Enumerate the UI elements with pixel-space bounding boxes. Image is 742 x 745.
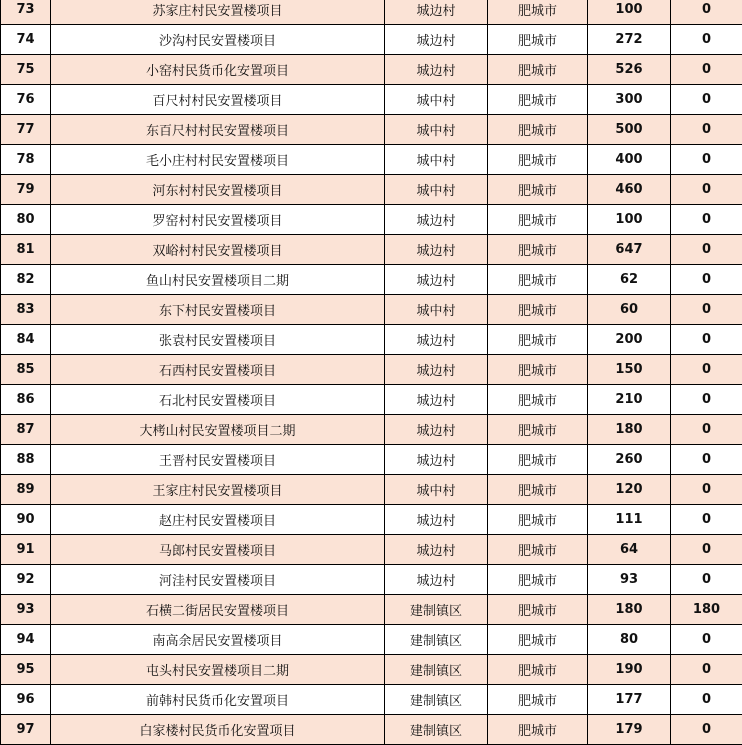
row-number-cell: 96 (1, 685, 51, 715)
completed-count-cell: 0 (671, 205, 742, 235)
row-number-cell: 94 (1, 625, 51, 655)
completed-count-cell: 0 (671, 415, 742, 445)
table-row (1, 475, 742, 505)
household-count-cell: 647 (588, 235, 671, 265)
table-row (1, 595, 742, 625)
project-name-cell: 东下村民安置楼项目 (51, 295, 385, 325)
household-count-cell: 150 (588, 355, 671, 385)
project-name-cell: 小窑村民货币化安置项目 (51, 55, 385, 85)
table-row (1, 385, 742, 415)
table-row (1, 25, 742, 55)
row-number-cell: 78 (1, 145, 51, 175)
city-cell: 肥城市 (488, 205, 588, 235)
household-count-cell: 400 (588, 145, 671, 175)
project-name-cell: 双峪村村民安置楼项目 (51, 235, 385, 265)
project-name-cell: 张袁村民安置楼项目 (51, 325, 385, 355)
table-row (1, 85, 742, 115)
village-type-cell: 建制镇区 (385, 685, 488, 715)
table-row (1, 565, 742, 595)
completed-count-cell: 0 (671, 25, 742, 55)
household-count-cell: 190 (588, 655, 671, 685)
city-cell: 肥城市 (488, 0, 588, 25)
project-name-cell: 河洼村民安置楼项目 (51, 565, 385, 595)
table-row (1, 0, 742, 25)
completed-count-cell: 0 (671, 145, 742, 175)
village-type-cell: 城边村 (385, 25, 488, 55)
village-type-cell: 城边村 (385, 205, 488, 235)
table-row (1, 505, 742, 535)
city-cell: 肥城市 (488, 265, 588, 295)
row-number-cell: 85 (1, 355, 51, 385)
household-count-cell: 500 (588, 115, 671, 145)
row-number-cell: 91 (1, 535, 51, 565)
row-number-cell: 80 (1, 205, 51, 235)
project-name-cell: 前韩村民货币化安置项目 (51, 685, 385, 715)
row-number-cell: 82 (1, 265, 51, 295)
row-number-cell: 92 (1, 565, 51, 595)
project-name-cell: 东百尺村村民安置楼项目 (51, 115, 385, 145)
completed-count-cell: 0 (671, 55, 742, 85)
village-type-cell: 建制镇区 (385, 715, 488, 745)
table-row (1, 655, 742, 685)
project-name-cell: 鱼山村民安置楼项目二期 (51, 265, 385, 295)
row-number-cell: 84 (1, 325, 51, 355)
row-number-cell: 87 (1, 415, 51, 445)
household-count-cell: 180 (588, 595, 671, 625)
village-type-cell: 城中村 (385, 175, 488, 205)
row-number-cell: 95 (1, 655, 51, 685)
completed-count-cell: 0 (671, 115, 742, 145)
village-type-cell: 城边村 (385, 505, 488, 535)
completed-count-cell: 0 (671, 385, 742, 415)
city-cell: 肥城市 (488, 295, 588, 325)
completed-count-cell: 180 (671, 595, 742, 625)
table-row (1, 715, 742, 745)
city-cell: 肥城市 (488, 385, 588, 415)
table-body (1, 0, 742, 745)
village-type-cell: 城边村 (385, 0, 488, 25)
project-name-cell: 罗窑村村民安置楼项目 (51, 205, 385, 235)
city-cell: 肥城市 (488, 505, 588, 535)
household-count-cell: 272 (588, 25, 671, 55)
row-number-cell: 90 (1, 505, 51, 535)
completed-count-cell: 0 (671, 175, 742, 205)
project-name-cell: 沙沟村民安置楼项目 (51, 25, 385, 55)
city-cell: 肥城市 (488, 655, 588, 685)
completed-count-cell: 0 (671, 295, 742, 325)
project-name-cell: 南高余居民安置楼项目 (51, 625, 385, 655)
completed-count-cell: 0 (671, 235, 742, 265)
city-cell: 肥城市 (488, 715, 588, 745)
completed-count-cell: 0 (671, 325, 742, 355)
household-count-cell: 60 (588, 295, 671, 325)
completed-count-cell: 0 (671, 685, 742, 715)
row-number-cell: 81 (1, 235, 51, 265)
village-type-cell: 城边村 (385, 565, 488, 595)
completed-count-cell: 0 (671, 655, 742, 685)
completed-count-cell: 0 (671, 85, 742, 115)
row-number-cell: 77 (1, 115, 51, 145)
row-number-cell: 93 (1, 595, 51, 625)
village-type-cell: 建制镇区 (385, 655, 488, 685)
city-cell: 肥城市 (488, 55, 588, 85)
completed-count-cell: 0 (671, 715, 742, 745)
village-type-cell: 城边村 (385, 265, 488, 295)
household-count-cell: 100 (588, 205, 671, 235)
village-type-cell: 建制镇区 (385, 595, 488, 625)
project-name-cell: 白家楼村民货币化安置项目 (51, 715, 385, 745)
city-cell: 肥城市 (488, 475, 588, 505)
project-name-cell: 苏家庄村民安置楼项目 (51, 0, 385, 25)
completed-count-cell: 0 (671, 565, 742, 595)
city-cell: 肥城市 (488, 325, 588, 355)
project-name-cell: 屯头村民安置楼项目二期 (51, 655, 385, 685)
project-name-cell: 石西村民安置楼项目 (51, 355, 385, 385)
city-cell: 肥城市 (488, 85, 588, 115)
household-count-cell: 62 (588, 265, 671, 295)
row-number-cell: 97 (1, 715, 51, 745)
city-cell: 肥城市 (488, 685, 588, 715)
table-row (1, 145, 742, 175)
project-name-cell: 河东村村民安置楼项目 (51, 175, 385, 205)
completed-count-cell: 0 (671, 505, 742, 535)
household-count-cell: 200 (588, 325, 671, 355)
row-number-cell: 74 (1, 25, 51, 55)
table-row (1, 115, 742, 145)
household-count-cell: 93 (588, 565, 671, 595)
table-row (1, 355, 742, 385)
household-count-cell: 460 (588, 175, 671, 205)
project-name-cell: 大栲山村民安置楼项目二期 (51, 415, 385, 445)
household-count-cell: 260 (588, 445, 671, 475)
village-type-cell: 城边村 (385, 355, 488, 385)
village-type-cell: 城中村 (385, 475, 488, 505)
village-type-cell: 城边村 (385, 445, 488, 475)
project-name-cell: 百尺村村民安置楼项目 (51, 85, 385, 115)
village-type-cell: 建制镇区 (385, 625, 488, 655)
row-number-cell: 86 (1, 385, 51, 415)
city-cell: 肥城市 (488, 175, 588, 205)
row-number-cell: 76 (1, 85, 51, 115)
project-name-cell: 王晋村民安置楼项目 (51, 445, 385, 475)
village-type-cell: 城边村 (385, 385, 488, 415)
village-type-cell: 城中村 (385, 295, 488, 325)
village-type-cell: 城边村 (385, 535, 488, 565)
completed-count-cell: 0 (671, 0, 742, 25)
row-number-cell: 73 (1, 0, 51, 25)
table-row (1, 445, 742, 475)
table-row (1, 235, 742, 265)
household-count-cell: 111 (588, 505, 671, 535)
village-type-cell: 城边村 (385, 55, 488, 85)
city-cell: 肥城市 (488, 145, 588, 175)
village-type-cell: 城中村 (385, 115, 488, 145)
table-row (1, 205, 742, 235)
row-number-cell: 79 (1, 175, 51, 205)
row-number-cell: 75 (1, 55, 51, 85)
project-name-cell: 王家庄村民安置楼项目 (51, 475, 385, 505)
table-row (1, 415, 742, 445)
row-number-cell: 88 (1, 445, 51, 475)
table-row (1, 625, 742, 655)
completed-count-cell: 0 (671, 265, 742, 295)
city-cell: 肥城市 (488, 565, 588, 595)
completed-count-cell: 0 (671, 475, 742, 505)
village-type-cell: 城边村 (385, 325, 488, 355)
household-count-cell: 177 (588, 685, 671, 715)
city-cell: 肥城市 (488, 625, 588, 655)
city-cell: 肥城市 (488, 115, 588, 145)
completed-count-cell: 0 (671, 445, 742, 475)
city-cell: 肥城市 (488, 535, 588, 565)
city-cell: 肥城市 (488, 355, 588, 385)
household-count-cell: 64 (588, 535, 671, 565)
village-type-cell: 城中村 (385, 85, 488, 115)
household-count-cell: 210 (588, 385, 671, 415)
table-row (1, 55, 742, 85)
household-count-cell: 120 (588, 475, 671, 505)
row-number-cell: 89 (1, 475, 51, 505)
completed-count-cell: 0 (671, 355, 742, 385)
project-name-cell: 马郎村民安置楼项目 (51, 535, 385, 565)
household-count-cell: 526 (588, 55, 671, 85)
table-row (1, 325, 742, 355)
household-count-cell: 100 (588, 0, 671, 25)
city-cell: 肥城市 (488, 415, 588, 445)
household-count-cell: 80 (588, 625, 671, 655)
project-name-cell: 石北村民安置楼项目 (51, 385, 385, 415)
table-row (1, 685, 742, 715)
project-name-cell: 石横二街居民安置楼项目 (51, 595, 385, 625)
household-count-cell: 179 (588, 715, 671, 745)
city-cell: 肥城市 (488, 595, 588, 625)
household-count-cell: 180 (588, 415, 671, 445)
table-row (1, 535, 742, 565)
city-cell: 肥城市 (488, 235, 588, 265)
table-row (1, 295, 742, 325)
completed-count-cell: 0 (671, 625, 742, 655)
table-row (1, 175, 742, 205)
row-number-cell: 83 (1, 295, 51, 325)
completed-count-cell: 0 (671, 535, 742, 565)
table-row (1, 265, 742, 295)
project-name-cell: 赵庄村民安置楼项目 (51, 505, 385, 535)
village-type-cell: 城边村 (385, 235, 488, 265)
project-name-cell: 毛小庄村村民安置楼项目 (51, 145, 385, 175)
household-count-cell: 300 (588, 85, 671, 115)
city-cell: 肥城市 (488, 25, 588, 55)
village-type-cell: 城边村 (385, 415, 488, 445)
village-type-cell: 城中村 (385, 145, 488, 175)
city-cell: 肥城市 (488, 445, 588, 475)
